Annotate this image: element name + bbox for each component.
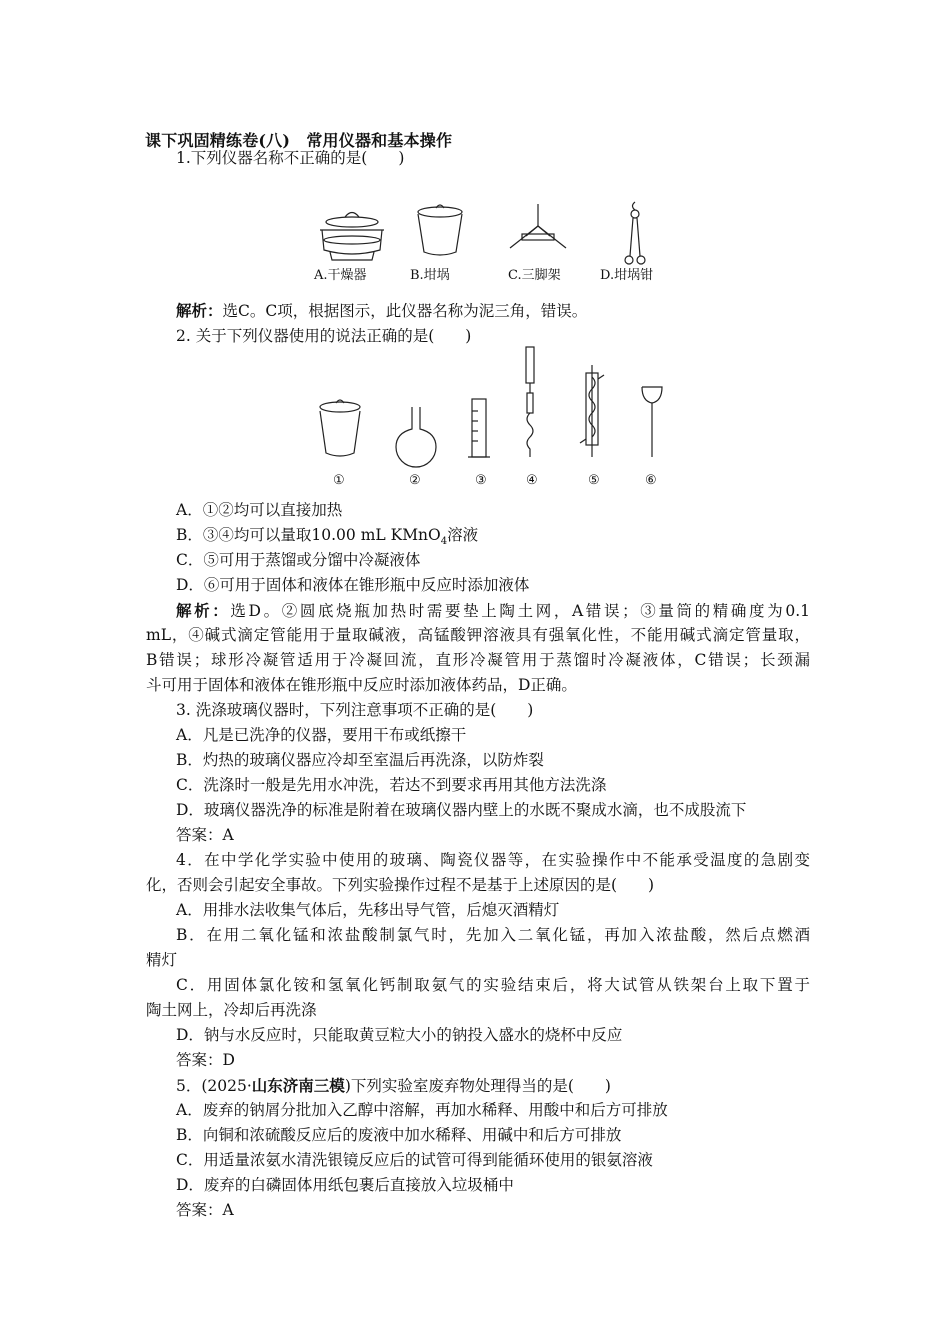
round-bottom-flask-image bbox=[396, 407, 436, 467]
q2-option-d: D．⑥可用于固体和液体在锥形瓶中反应时添加液体 bbox=[176, 576, 530, 594]
q5-option-c: C．用适量浓氨水清洗银镜反应后的试管可得到能循环使用的银氨溶液 bbox=[176, 1151, 653, 1169]
q2-fig-label-5: ⑤ bbox=[588, 473, 600, 488]
q4-option-a: A．用排水法收集气体后，先移出导气管，后熄灭酒精灯 bbox=[176, 901, 560, 919]
page-title: 课下巩固精练卷(八) 常用仪器和基本操作 bbox=[145, 131, 453, 150]
q1-label-a: A.干燥器 bbox=[314, 268, 367, 283]
q2-analysis-line-2: mL，④碱式滴定管能用于量取碱液，高锰酸钾溶液具有强氧化性，不能用碱式滴定管量取， bbox=[146, 626, 810, 644]
q2-fig-label-2: ② bbox=[409, 473, 421, 488]
q2-analysis-line-3: B错误；球形冷凝管适用于冷凝回流，直形冷凝管用于蒸馏时冷凝液体，C错误；长颈漏 bbox=[146, 651, 810, 669]
q4-stem-line-1: 4．在中学化学实验中使用的玻璃、陶瓷仪器等，在实验操作中不能承受温度的急剧变 bbox=[176, 851, 810, 869]
q5-stem: 5．(2025·山东济南三模)下列实验室废弃物处理得当的是( ) bbox=[176, 1076, 611, 1095]
q3-option-a: A．凡是已洗净的仪器，要用干布或纸擦干 bbox=[176, 726, 467, 744]
q4-option-c: C．用固体氯化铵和氢氧化钙制取氨气的实验结束后，将大试管从铁架台上取下置于 bbox=[176, 976, 810, 994]
q2-fig-label-4: ④ bbox=[526, 473, 538, 488]
q3-option-b: B．灼热的玻璃仪器应冷却至室温后再洗涤，以防炸裂 bbox=[176, 751, 544, 769]
q4-option-b: B．在用二氧化锰和浓盐酸制氯气时，先加入二氧化锰，再加入浓盐酸，然后点燃酒 bbox=[176, 926, 810, 944]
crucible-tongs-image bbox=[625, 202, 645, 264]
desiccator-image bbox=[320, 213, 384, 261]
q3-answer: 答案：A bbox=[176, 826, 234, 844]
crucible-image bbox=[418, 205, 462, 255]
q1-label-b: B.坩埚 bbox=[410, 268, 450, 283]
q4-option-b-cont: 精灯 bbox=[146, 951, 178, 969]
q4-answer: 答案：D bbox=[176, 1051, 235, 1069]
q4-stem-line-2: 化，否则会引起安全事故。下列实验操作过程不是基于上述原因的是( ) bbox=[146, 876, 655, 894]
q2-fig-label-6: ⑥ bbox=[645, 473, 657, 488]
q5-answer: 答案：A bbox=[176, 1201, 234, 1219]
q5-option-d: D．废弃的白磷固体用纸包裹后直接放入垃圾桶中 bbox=[176, 1176, 514, 1194]
graduated-cylinder-image bbox=[468, 399, 490, 457]
q1-analysis: 解析：选C。C项，根据图示，此仪器名称为泥三角，错误。 bbox=[176, 301, 588, 320]
q4-option-c-cont: 陶土网上，冷却后再洗涤 bbox=[146, 1001, 317, 1019]
q5-option-a: A．废弃的钠屑分批加入乙醇中溶解，再加水稀释、用酸中和后方可排放 bbox=[176, 1101, 668, 1119]
q2-fig-label-3: ③ bbox=[475, 473, 487, 488]
q1-label-d: D.坩埚钳 bbox=[600, 268, 654, 283]
q2-stem: 2. 关于下列仪器使用的说法正确的是( ) bbox=[176, 327, 472, 345]
q2-option-b: B．③④均可以量取10.00 mL KMnO$_4$溶液 bbox=[176, 526, 479, 548]
q3-option-d: D．玻璃仪器洗净的标准是附着在玻璃仪器内壁上的水既不聚成水滴，也不成股流下 bbox=[176, 801, 747, 819]
q1-figure bbox=[300, 200, 680, 270]
q3-option-c: C．洗涤时一般是先用水冲洗，若达不到要求再用其他方法洗涤 bbox=[176, 776, 607, 794]
q2-analysis-line-1: 解析：选D。②圆底烧瓶加热时需要垫上陶土网，A错误；③量筒的精确度为0.1 bbox=[176, 601, 810, 620]
q1-label-c: C.三脚架 bbox=[508, 268, 561, 283]
q2-figure bbox=[300, 345, 680, 465]
long-neck-funnel-image bbox=[642, 387, 662, 457]
q3-stem: 3. 洗涤玻璃仪器时，下列注意事项不正确的是( ) bbox=[176, 701, 534, 719]
condenser-image bbox=[580, 365, 604, 457]
q2-option-c: C．⑤可用于蒸馏或分馏中冷凝液体 bbox=[176, 551, 421, 569]
clay-triangle-image bbox=[510, 204, 566, 248]
base-burette-image bbox=[526, 347, 534, 457]
q4-option-d: D．钠与水反应时，只能取黄豆粒大小的钠投入盛水的烧杯中反应 bbox=[176, 1026, 623, 1044]
q2-analysis-line-4: 斗可用于固体和液体在锥形瓶中反应时添加液体药品，D正确。 bbox=[146, 676, 577, 694]
q5-option-b: B．向铜和浓硫酸反应后的废液中加水稀释、用碱中和后方可排放 bbox=[176, 1126, 622, 1144]
q1-stem: 1.下列仪器名称不正确的是( ) bbox=[176, 149, 405, 167]
q2-fig-label-1: ① bbox=[333, 473, 345, 488]
q2-option-a: A．①②均可以直接加热 bbox=[176, 501, 343, 519]
crucible-image bbox=[320, 400, 360, 456]
